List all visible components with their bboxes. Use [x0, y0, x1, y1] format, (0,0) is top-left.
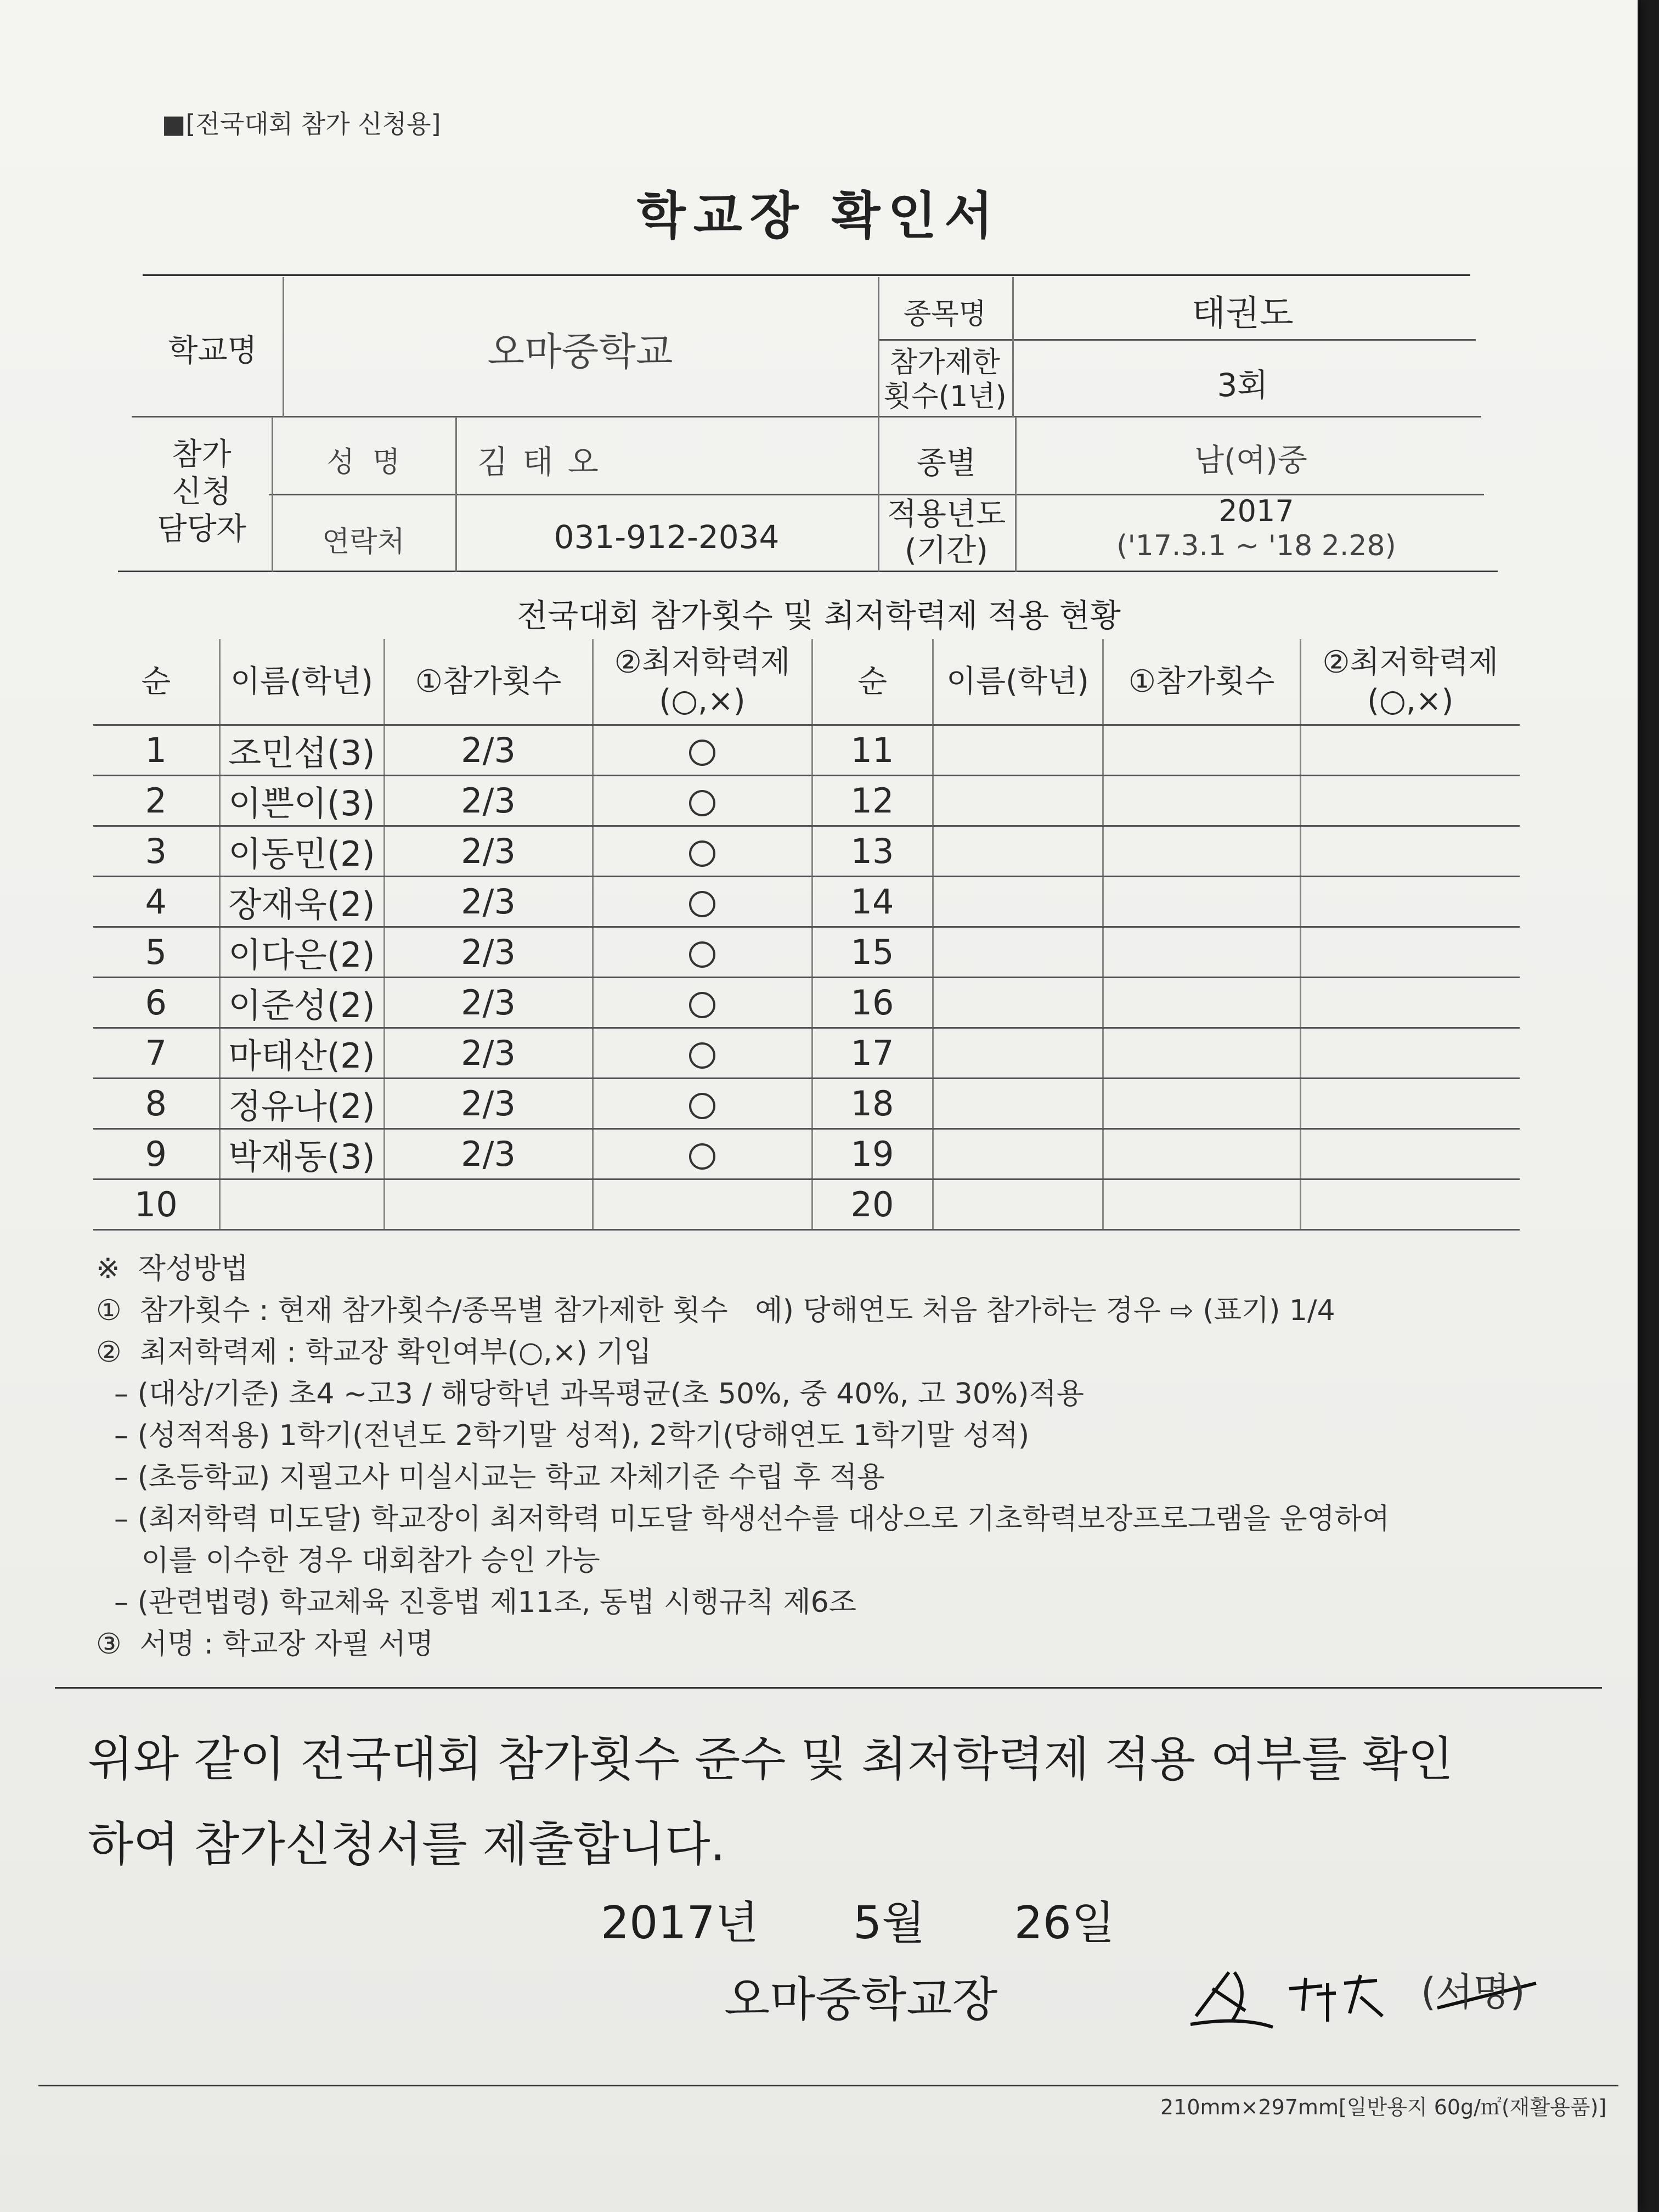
- row-name-right: [933, 877, 1103, 927]
- row-name: 마태산(2): [219, 1028, 384, 1079]
- applicant-label-line1: 참가: [172, 437, 232, 472]
- col-count: ①참가횟수: [384, 639, 592, 725]
- date-year: 2017년: [601, 1897, 759, 1949]
- row-min-right: [1300, 927, 1520, 978]
- applicant-label: [132, 436, 272, 548]
- row-count-right: [1103, 1028, 1300, 1079]
- row-min-mark: [592, 1079, 812, 1129]
- circle-mark-icon: [689, 1143, 715, 1170]
- row-no: 9: [93, 1129, 219, 1180]
- instruction-line: – (최저학력 미도달) 학교장이 최저학력 미도달 학생선수를 대상으로 기초학력보장프로그램을 운영하여: [96, 1503, 1390, 1536]
- row-count: 2/3: [384, 1129, 592, 1180]
- participation-table: [93, 639, 1520, 1231]
- row-min-right: [1300, 877, 1520, 927]
- row-count: 2/3: [384, 1079, 592, 1129]
- col-no-right: 순: [812, 639, 933, 725]
- declaration-line2: 하여 참가신청서를 제출합니다.: [88, 1817, 725, 1872]
- year-value: 2017: [1218, 494, 1294, 528]
- row-min-mark: [592, 877, 812, 927]
- circle-mark-icon: [689, 1042, 715, 1069]
- circle-mark-icon: [689, 790, 715, 816]
- row-no: 2: [93, 776, 219, 826]
- row-count: 2/3: [384, 978, 592, 1028]
- row-min-right: [1300, 1129, 1520, 1180]
- category-value: 남(여)중: [1194, 443, 1307, 478]
- col-min: [592, 639, 812, 725]
- instruction-line: – (성적적용) 1학기(전년도 2학기말 성적), 2학기(당해연도 1학기말 성적): [96, 1419, 1030, 1452]
- table-header-row: [93, 639, 1520, 725]
- applicant-label-line3: 담당자: [157, 511, 246, 547]
- year-label-line2: (기간): [905, 533, 988, 568]
- row-no: 1: [93, 725, 219, 776]
- row-min-mark: [592, 978, 812, 1028]
- col-min-right-line1: ②최저학력제: [1322, 644, 1499, 680]
- row-min-right: [1300, 1180, 1520, 1230]
- row-count-right: [1103, 826, 1300, 877]
- table-row: [93, 978, 1520, 1028]
- row-count-right: [1103, 877, 1300, 927]
- table-row: [93, 1079, 1520, 1129]
- limit-label-line1: 참가제한: [890, 346, 1000, 379]
- row-min-mark: [592, 1028, 812, 1079]
- col-no: 순: [93, 639, 219, 725]
- row-count: 2/3: [384, 1028, 592, 1079]
- instruction-line: ※ 작성방법: [96, 1252, 249, 1285]
- date: [601, 1887, 1115, 1951]
- event-value: 태권도: [1192, 294, 1294, 334]
- row-name-right: [933, 1028, 1103, 1079]
- row-count: 2/3: [384, 776, 592, 826]
- row-count-right: [1103, 1079, 1300, 1129]
- row-no-right: 14: [812, 877, 933, 927]
- col-min-line2: (○,×): [659, 682, 746, 719]
- instruction-line: – (초등학교) 지필고사 미실시교는 학교 자체기준 수립 후 적용: [96, 1461, 885, 1494]
- declaration-line1: 위와 같이 전국대회 참가횟수 준수 및 최저학력제 적용 여부를 확인: [88, 1732, 1454, 1787]
- applicant-name: 김 태 오: [477, 443, 601, 481]
- row-name: 장재욱(2): [219, 877, 384, 927]
- event-label: 종목명: [904, 298, 986, 331]
- applicant-label-line2: 신청: [172, 474, 232, 510]
- principal-signature: [1180, 1950, 1618, 2033]
- col-min-line1: ②최저학력제: [614, 644, 791, 680]
- row-min-mark: [592, 1180, 812, 1230]
- row-min-right: [1300, 1028, 1520, 1079]
- row-no-right: 12: [812, 776, 933, 826]
- row-count: 2/3: [384, 877, 592, 927]
- instruction-line: ③ 서명 : 학교장 자필 서명: [96, 1628, 434, 1661]
- table-row: [93, 927, 1520, 978]
- row-name-right: [933, 725, 1103, 776]
- table-row: [93, 1180, 1520, 1230]
- row-count: 2/3: [384, 725, 592, 776]
- row-min-mark: [592, 1129, 812, 1180]
- page-title: 학교장 확인서: [636, 187, 1001, 245]
- row-no-right: 13: [812, 826, 933, 877]
- category-label: 종별: [916, 445, 977, 481]
- row-no: 8: [93, 1079, 219, 1129]
- row-no: 4: [93, 877, 219, 927]
- row-name-right: [933, 1129, 1103, 1180]
- paper-spec-footer: 210mm×297mm[일반용지 60g/㎡(재활용품)]: [1160, 2095, 1607, 2119]
- table-row: [93, 776, 1520, 826]
- table-row: [93, 826, 1520, 877]
- year-label: [878, 496, 1015, 569]
- circle-mark-icon: [689, 840, 715, 867]
- circle-mark-icon: [689, 941, 715, 968]
- row-name-right: [933, 826, 1103, 877]
- row-count-right: [1103, 1180, 1300, 1230]
- row-no: 5: [93, 927, 219, 978]
- form-tag: ■[전국대회 참가 신청용]: [162, 109, 441, 139]
- instruction-line: 이를 이수한 경우 대회참가 승인 가능: [96, 1544, 600, 1577]
- row-min-mark: [592, 826, 812, 877]
- row-name: 정유나(2): [219, 1079, 384, 1129]
- instruction-line: – (관련법령) 학교체육 진흥법 제11조, 동법 시행규칙 제6조: [96, 1586, 856, 1619]
- row-no-right: 15: [812, 927, 933, 978]
- limit-label-line2: 횟수(1년): [883, 380, 1007, 413]
- row-name-right: [933, 978, 1103, 1028]
- row-name: 이동민(2): [219, 826, 384, 877]
- circle-mark-icon: [689, 1093, 715, 1119]
- name-label: 성 명: [326, 446, 400, 479]
- row-name-right: [933, 776, 1103, 826]
- row-min-right: [1300, 1079, 1520, 1129]
- row-name: 박재동(3): [219, 1129, 384, 1180]
- row-count-right: [1103, 776, 1300, 826]
- row-count-right: [1103, 927, 1300, 978]
- row-count: 2/3: [384, 826, 592, 877]
- school-name: 오마중학교: [487, 329, 673, 374]
- row-no: 10: [93, 1180, 219, 1230]
- row-name-right: [933, 1079, 1103, 1129]
- table-row: [93, 725, 1520, 776]
- col-count-right: ①참가횟수: [1103, 639, 1300, 725]
- table-row: [93, 877, 1520, 927]
- limit-value: 3회: [1217, 366, 1268, 404]
- row-min-right: [1300, 826, 1520, 877]
- row-no-right: 11: [812, 725, 933, 776]
- signature-note: (서명): [1421, 1970, 1525, 2015]
- row-count-right: [1103, 725, 1300, 776]
- row-count: 2/3: [384, 927, 592, 978]
- row-min-right: [1300, 978, 1520, 1028]
- row-name: 이다은(2): [219, 927, 384, 978]
- year-label-line1: 적용년도: [887, 496, 1006, 532]
- period-value: ('17.3.1 ~ '18 2.28): [1116, 529, 1396, 562]
- row-no: 3: [93, 826, 219, 877]
- row-name: 조민섭(3): [219, 725, 384, 776]
- contact-value: 031-912-2034: [554, 518, 780, 556]
- row-name: 이준성(2): [219, 978, 384, 1028]
- row-no-right: 18: [812, 1079, 933, 1129]
- row-min-right: [1300, 725, 1520, 776]
- circle-mark-icon: [689, 992, 715, 1018]
- row-name-right: [933, 1180, 1103, 1230]
- table-row: [93, 1028, 1520, 1079]
- row-no: 6: [93, 978, 219, 1028]
- date-month: 5월: [853, 1897, 926, 1949]
- date-day: 26일: [1014, 1897, 1115, 1949]
- row-min-right: [1300, 776, 1520, 826]
- declaration: [88, 1717, 1453, 1887]
- instruction-line: ① 참가횟수 : 현재 참가횟수/종목별 참가제한 횟수 예) 당해연도 처음 참가하는 경우 ⇨ (표기) 1/4: [96, 1294, 1335, 1327]
- circle-mark-icon: [689, 740, 715, 766]
- row-name: [219, 1180, 384, 1230]
- col-name: 이름(학년): [219, 639, 384, 725]
- signature-scribble: [1180, 1950, 1618, 2033]
- limit-label: [878, 346, 1012, 414]
- row-no-right: 16: [812, 978, 933, 1028]
- school-label: 학교명: [168, 333, 257, 369]
- row-count: [384, 1180, 592, 1230]
- row-name: 이쁜이(3): [219, 776, 384, 826]
- row-no-right: 19: [812, 1129, 933, 1180]
- col-min-right-line2: (○,×): [1367, 682, 1454, 719]
- row-no-right: 20: [812, 1180, 933, 1230]
- row-min-mark: [592, 927, 812, 978]
- row-count-right: [1103, 1129, 1300, 1180]
- col-min-right: [1300, 639, 1520, 725]
- table-row: [93, 1129, 1520, 1180]
- contact-label: 연락처: [322, 526, 405, 558]
- instructions: [96, 1248, 1390, 1665]
- row-min-mark: [592, 725, 812, 776]
- instruction-line: ② 최저학력제 : 학교장 확인여부(○,×) 기입: [96, 1336, 652, 1369]
- row-count-right: [1103, 978, 1300, 1028]
- row-name-right: [933, 927, 1103, 978]
- row-no-right: 17: [812, 1028, 933, 1079]
- col-name-right: 이름(학년): [933, 639, 1103, 725]
- principal-title: 오마중학교장: [724, 1972, 998, 2027]
- row-min-mark: [592, 776, 812, 826]
- row-no: 7: [93, 1028, 219, 1079]
- circle-mark-icon: [689, 891, 715, 917]
- table-title: 전국대회 참가횟수 및 최저학력제 적용 현황: [517, 597, 1121, 634]
- instruction-line: – (대상/기준) 초4 ~고3 / 해당학년 과목평균(초 50%, 중 40%, 고 30%)적용: [96, 1378, 1085, 1410]
